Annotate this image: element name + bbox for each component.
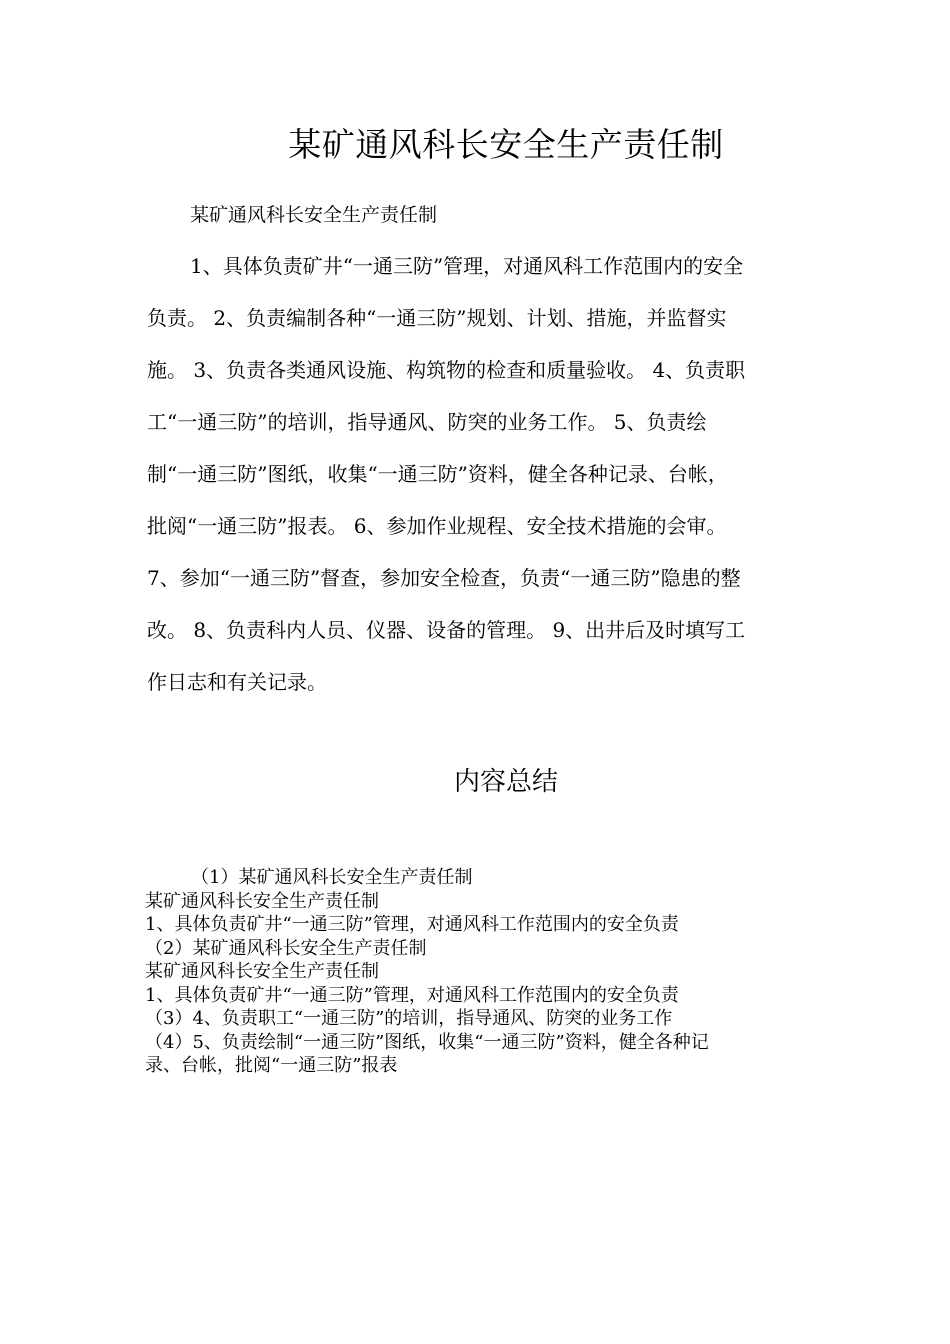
- summary-line: 录、台帐，批阅“一通三防”报表: [145, 1055, 398, 1076]
- body-subtitle: 某矿通风科长安全生产责任制: [190, 204, 438, 226]
- summary-line: 1、具体负责矿井“一通三防”管理，对通风科工作范围内的安全负责: [145, 984, 679, 1006]
- summary-line: 某矿通风科长安全生产责任制: [145, 890, 379, 912]
- summary-line: （4）5、负责绘制“一通三防”图纸，收集“一通三防”资料，健全各种记: [145, 1031, 709, 1053]
- body-line: 7、参加“一通三防”督查，参加安全检查，负责“一通三防”隐患的整: [147, 566, 741, 590]
- summary-line: （1）某矿通风科长安全生产责任制: [191, 867, 473, 888]
- summary-list: [145, 866, 825, 1078]
- body-line: 改。 8、负责科内人员、仪器、设备的管理。 9、出井后及时填写工: [147, 618, 746, 642]
- body-line: 1、具体负责矿井“一通三防”管理，对通风科工作范围内的安全: [190, 254, 744, 278]
- body-line: 负责。 2、负责编制各种“一通三防”规划、计划、措施，并监督实: [147, 306, 727, 330]
- body-line: 施。 3、负责各类通风设施、构筑物的检查和质量验收。 4、负责职: [147, 358, 746, 382]
- summary-heading: 内容总结: [453, 767, 558, 797]
- body-line: 制“一通三防”图纸，收集“一通三防”资料，健全各种记录、台帐，: [147, 462, 728, 486]
- summary-line: 1、具体负责矿井“一通三防”管理，对通风科工作范围内的安全负责: [145, 914, 679, 935]
- body-line: 工“一通三防”的培训，指导通风、防突的业务工作。 5、负责绘: [147, 410, 707, 434]
- body-section: [147, 190, 812, 708]
- summary-line: （3）4、负责职工“一通三防”的培训，指导通风、防突的业务工作: [145, 1008, 673, 1029]
- page-title: 某矿通风科长安全生产责任制: [288, 125, 724, 164]
- summary-line: （2）某矿通风科长安全生产责任制: [145, 937, 427, 959]
- body-line: 作日志和有关记录。: [147, 670, 327, 694]
- summary-line: 某矿通风科长安全生产责任制: [145, 961, 379, 982]
- body-line: 批阅“一通三防”报表。 6、参加作业规程、安全技术措施的会审。: [147, 514, 727, 538]
